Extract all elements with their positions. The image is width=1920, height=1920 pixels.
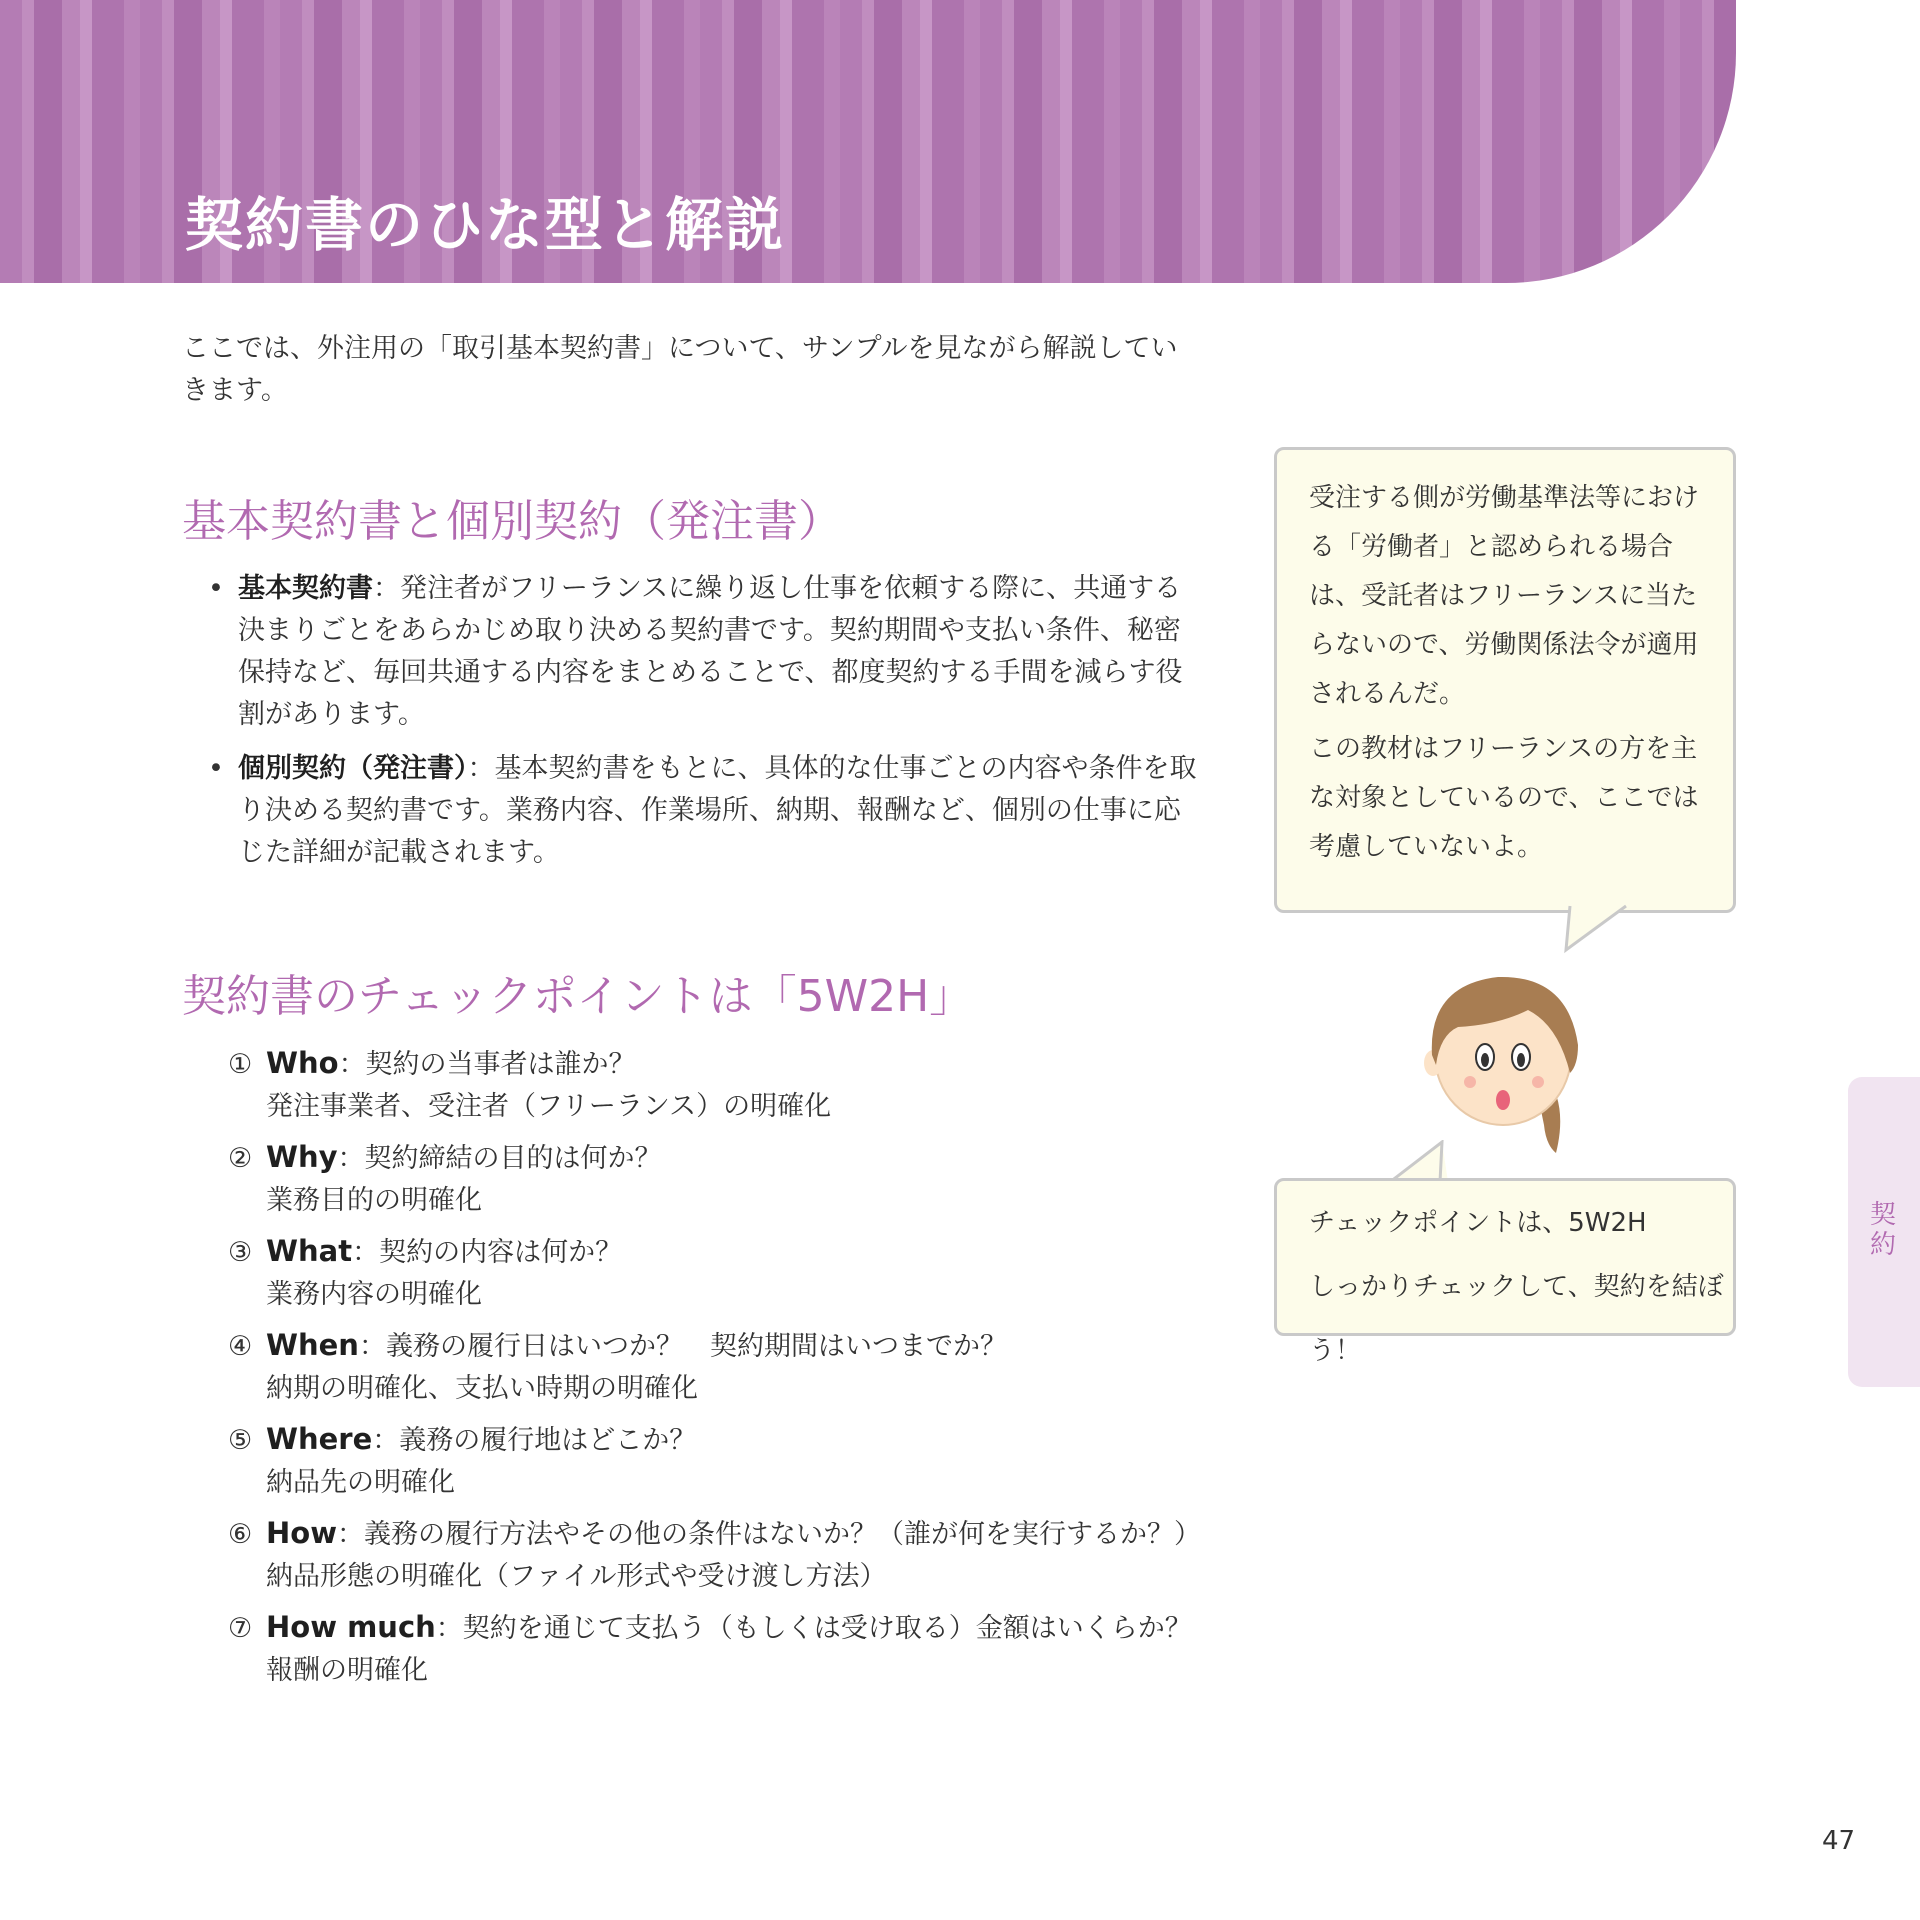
item-number: ③	[228, 1237, 253, 1268]
item-detail: 納品形態の明確化（ファイル形式や受け渡し方法）	[266, 1561, 887, 1592]
bubble-paragraph: この教材はフリーランスの方を主な対象としているので、ここでは考慮していないよ。	[1309, 734, 1699, 862]
item-key: When	[266, 1328, 359, 1362]
item-key: Who	[266, 1046, 339, 1080]
bubble-paragraph: 受注する側が労働基準法等における「労働者」と認められる場合は、受託者はフリーランスに当たらないので、労働関係法令が適用されるんだ。	[1309, 483, 1700, 709]
item-key: How much	[266, 1610, 436, 1644]
intro-text: ここでは、外注用の「取引基本契約書」について、サンプルを見ながら解説していきます。	[182, 333, 1178, 406]
page-number: 47	[1822, 1826, 1856, 1856]
speech-bubble-top	[1274, 447, 1736, 913]
side-index-tab-label: 契約	[1869, 1200, 1896, 1260]
list-item	[208, 568, 1198, 736]
term-description: 基本契約書をもとに、具体的な仕事ごとの内容や条件を取り決める契約書です。業務内容、作業場所、納期、報酬など、個別の仕事に応じた詳細が記載されます。	[238, 753, 1197, 868]
checkpoint-list	[228, 1042, 1208, 1700]
item-number: ⑦	[228, 1613, 253, 1644]
contract-types-list	[208, 568, 1198, 886]
speech-bubble-bottom	[1274, 1178, 1736, 1366]
list-item	[228, 1606, 1208, 1692]
item-detail: 業務目的の明確化	[266, 1185, 482, 1216]
list-item	[228, 1324, 1208, 1410]
list-item	[228, 1512, 1208, 1598]
item-number: ①	[228, 1049, 253, 1080]
page-title: 契約書のひな型と解説	[185, 191, 786, 259]
item-key: Why	[266, 1140, 338, 1174]
item-key: What	[266, 1234, 353, 1268]
term-description: 発注者がフリーランスに繰り返し仕事を依頼する際に、共通する決まりごとをあらかじめ取り決める契約書です。契約期間や支払い条件、秘密保持など、毎回共通する内容をまとめることで、都度契約する手間を減らす役割があります。	[238, 573, 1183, 730]
item-question: ：義務の履行方法やその他の条件はないか？（誰が何を実行するか？）	[337, 1519, 1201, 1550]
term-label: 基本契約書	[238, 573, 373, 604]
item-detail: 納品先の明確化	[266, 1467, 455, 1498]
woman-character-illustration	[1418, 955, 1588, 1160]
item-question: ：義務の履行日はいつか？ 契約期間はいつまでか？	[358, 1331, 1007, 1362]
term-separator: ：	[373, 573, 400, 604]
item-number: ②	[228, 1143, 253, 1174]
list-item	[228, 1136, 1208, 1222]
list-item	[228, 1042, 1208, 1128]
bubble-line: チェックポイントは、5W2H	[1309, 1208, 1647, 1238]
item-key: Where	[266, 1422, 373, 1456]
section-heading-contracts: 基本契約書と個別契約（発注書）	[182, 496, 842, 547]
list-item	[208, 748, 1198, 874]
item-detail: 発注事業者、受注者（フリーランス）の明確化	[266, 1091, 832, 1122]
item-detail: 納期の明確化、支払い時期の明確化	[266, 1373, 698, 1404]
item-question: ：義務の履行地はどこか？	[372, 1425, 697, 1456]
bullet-icon: •	[208, 753, 224, 784]
item-question: ：契約の当事者は誰か？	[338, 1049, 636, 1080]
term-separator: ：	[467, 753, 495, 784]
item-number: ⑥	[228, 1519, 253, 1550]
bubble-line: しっかりチェックして、契約を結ぼう！	[1309, 1272, 1724, 1366]
item-key: How	[266, 1516, 337, 1550]
bubble-tail	[1560, 904, 1640, 954]
item-detail: 報酬の明確化	[266, 1655, 428, 1686]
item-question: ：契約の内容は何か？	[352, 1237, 623, 1268]
item-number: ④	[228, 1331, 253, 1362]
item-detail: 業務内容の明確化	[266, 1279, 482, 1310]
item-number: ⑤	[228, 1425, 253, 1456]
term-label: 個別契約（発注書）	[238, 753, 468, 784]
item-question: ：契約締結の目的は何か？	[337, 1143, 662, 1174]
list-item	[228, 1230, 1208, 1316]
item-question: ：契約を通じて支払う（もしくは受け取る）金額はいくらか？	[435, 1613, 1192, 1644]
list-item	[228, 1418, 1208, 1504]
section-heading-5w2h: 契約書のチェックポイントは「5W2H」	[182, 971, 974, 1022]
bullet-icon: •	[208, 573, 224, 604]
